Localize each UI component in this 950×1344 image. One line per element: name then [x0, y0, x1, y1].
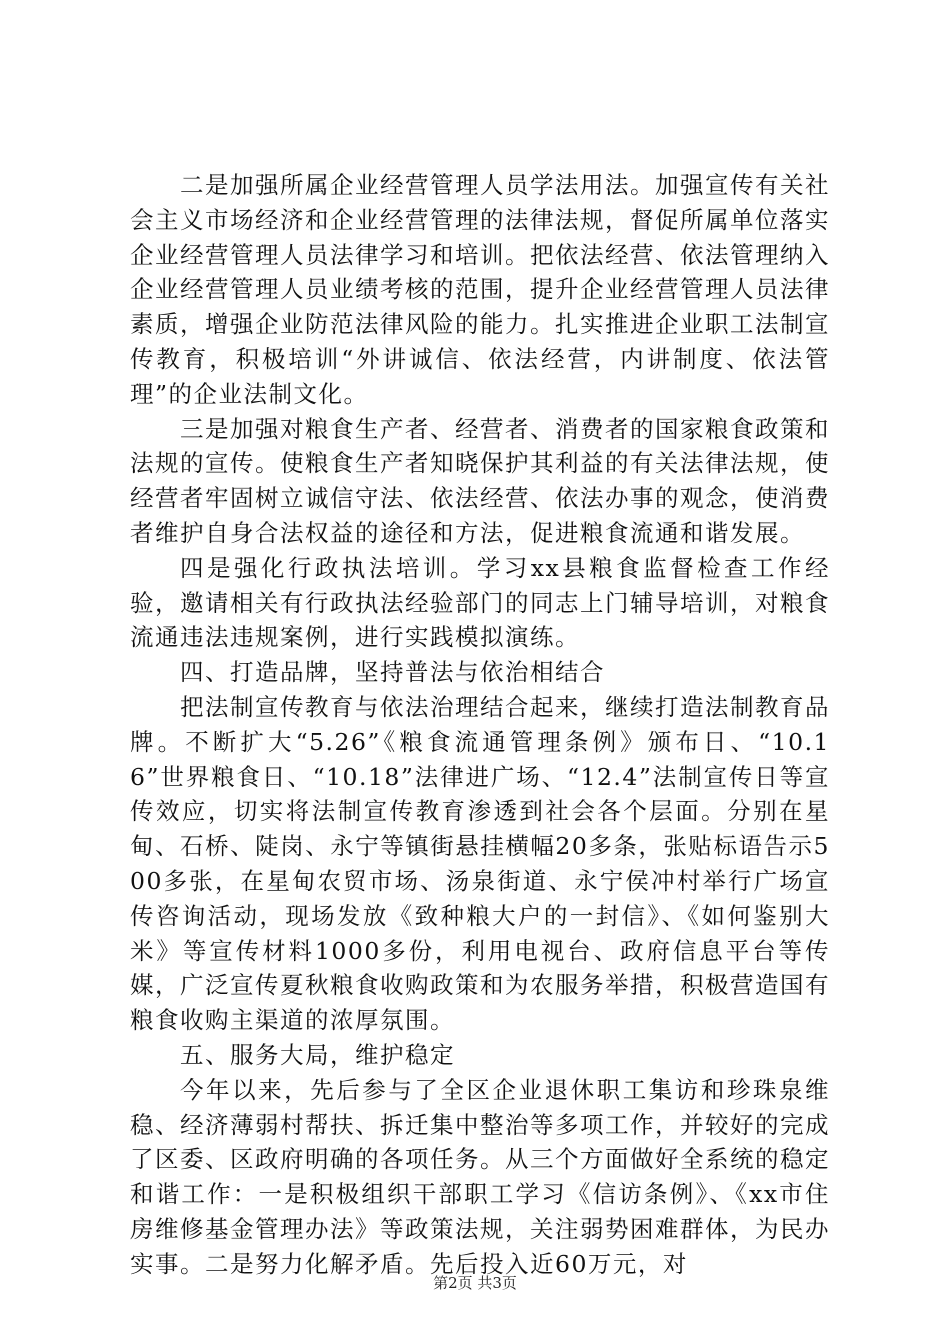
paragraph-grain-policy: 三是加强对粮食生产者、经营者、消费者的国家粮食政策和法规的宣传。使粮食生产者知晓保护其利益的有关法律法规，使经营者牢固树立诚信守法、依法经营、依法办事的观念，使消费者维护自身合法权益的途径和方法，促进粮食流通和谐发展。 — [130, 414, 830, 547]
paragraph-enforcement-training: 四是强化行政执法培训。学习xx县粮食监督检查工作经验，邀请相关有行政执法经验部门的同志上门辅导培训，对粮食流通违法违规案例，进行实践模拟演练。 — [130, 553, 830, 652]
paragraph-legal-training: 二是加强所属企业经营管理人员学法用法。加强宣传有关社会主义市场经济和企业经营管理的法律法规，督促所属单位落实企业经营管理人员法律学习和培训。把依法经营、依法管理纳入企业经营管理人员业绩考核的范围，提升企业经营管理人员法律素质，增强企业防范法律风险的能力。扎实推进企业职工法制宣传教育，积极培训“外讲诚信、依法经营，内讲制度、依法管理”的企业法制文化。 — [130, 171, 830, 408]
document-body — [130, 168, 830, 1282]
page-number: 第2页 共3页 — [433, 1274, 517, 1292]
section-heading-stability: 五、服务大局，维护稳定 — [180, 1040, 455, 1069]
paragraph-brand: 把法制宣传教育与依法治理结合起来，继续打造法制教育品牌。不断扩大“5.26”《粮食流通管理条例》颁布日、“10.16”世界粮食日、“10.18”法律进广场、“12.4”法制宣传日等宣传效应，切实将法制宣传教育渗透到社会各个层面。分别在星甸、石桥、陡岗、永宁等镇街悬挂横幅20多条，张贴标语告示500多张，在星甸农贸市场、汤泉街道、永宁侯冲村举行广场宣传咨询活动，现场发放《致种粮大户的一封信》、《如何鉴别大米》等宣传材料1000多份，利用电视台、政府信息平台等传媒，广泛宣传夏秋粮食收购政策和为农服务举措，积极营造国有粮食收购主渠道的浓厚氛围。 — [130, 692, 830, 1035]
paragraph-stability: 今年以来，先后参与了全区企业退休职工集访和珍珠泉维稳、经济薄弱村帮扶、拆迁集中整治等多项工作，并较好的完成了区委、区政府明确的各项任务。从三个方面做好全系统的稳定和谐工作：一是积极组织干部职工学习《信访条例》、《xx市住房维修基金管理办法》等政策法规，关注弱势困难群体，为民办实事。二是努力化解矛盾。先后投入近60万元，对 — [130, 1075, 830, 1278]
section-heading-brand: 四、打造品牌，坚持普法与依治相结合 — [180, 658, 605, 687]
